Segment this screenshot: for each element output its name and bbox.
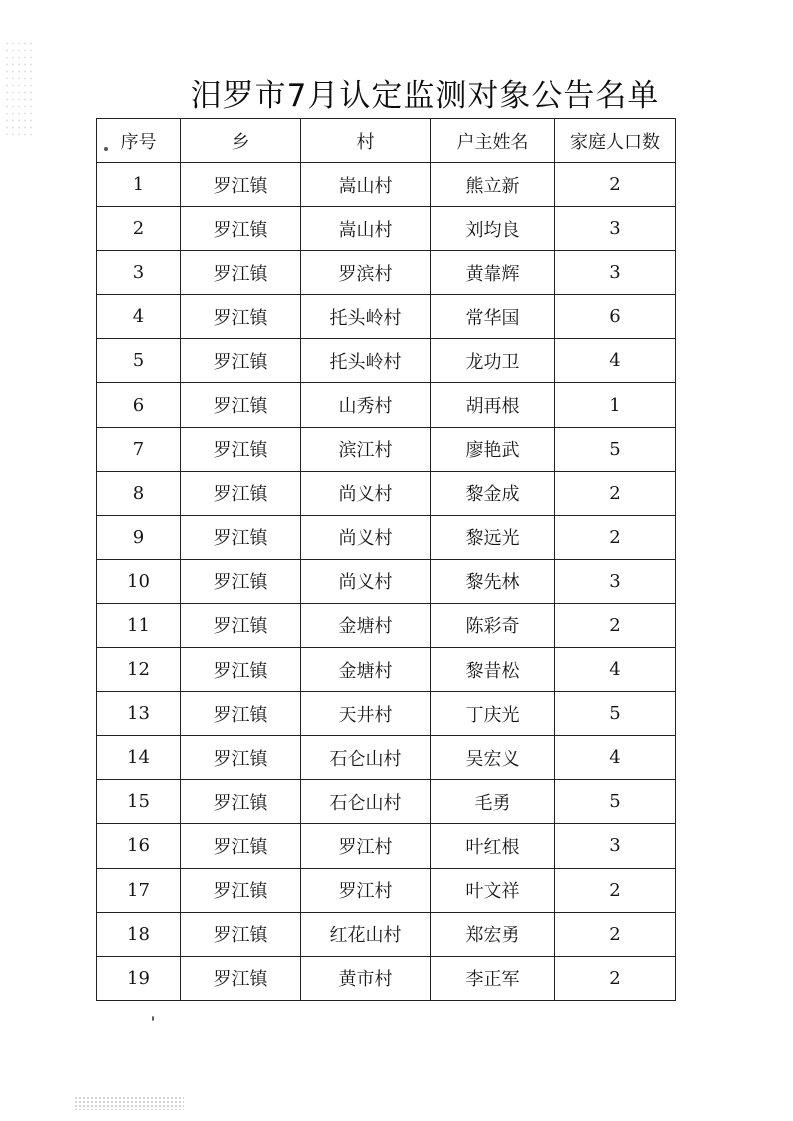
cell-householder-name: 黎先林 — [431, 559, 555, 603]
cell-household-size: 2 — [555, 868, 676, 912]
cell-serial-number: 14 — [97, 736, 181, 780]
table-row — [97, 736, 676, 780]
cell-township: 罗江镇 — [181, 648, 301, 692]
cell-householder-name: 叶文祥 — [431, 868, 555, 912]
cell-household-size: 1 — [555, 383, 676, 427]
cell-householder-name: 毛勇 — [431, 780, 555, 824]
cell-township: 罗江镇 — [181, 339, 301, 383]
cell-serial-number: 16 — [97, 824, 181, 868]
cell-serial-number: 15 — [97, 780, 181, 824]
cell-serial-number: 2 — [97, 207, 181, 251]
cell-householder-name: 廖艳武 — [431, 427, 555, 471]
cell-serial-number: 5 — [97, 339, 181, 383]
header-village: 村 — [301, 119, 431, 163]
cell-village: 红花山村 — [301, 912, 431, 956]
cell-township: 罗江镇 — [181, 251, 301, 295]
cell-householder-name: 吴宏义 — [431, 736, 555, 780]
cell-township: 罗江镇 — [181, 515, 301, 559]
cell-household-size: 3 — [555, 207, 676, 251]
table-row — [97, 471, 676, 515]
cell-household-size: 2 — [555, 603, 676, 647]
cell-village: 嵩山村 — [301, 163, 431, 207]
table-row — [97, 339, 676, 383]
table-row — [97, 427, 676, 471]
cell-township: 罗江镇 — [181, 603, 301, 647]
cell-serial-number: 1 — [97, 163, 181, 207]
cell-township: 罗江镇 — [181, 868, 301, 912]
cell-household-size: 2 — [555, 515, 676, 559]
cell-village: 托头岭村 — [301, 339, 431, 383]
cell-household-size: 5 — [555, 692, 676, 736]
cell-township: 罗江镇 — [181, 956, 301, 1000]
cell-serial-number: 3 — [97, 251, 181, 295]
cell-village: 嵩山村 — [301, 207, 431, 251]
cell-householder-name: 黎昔松 — [431, 648, 555, 692]
table-row — [97, 207, 676, 251]
cell-township: 罗江镇 — [181, 559, 301, 603]
cell-township: 罗江镇 — [181, 163, 301, 207]
cell-village: 罗江村 — [301, 824, 431, 868]
table-row — [97, 824, 676, 868]
cell-household-size: 6 — [555, 295, 676, 339]
cell-householder-name: 胡再根 — [431, 383, 555, 427]
cell-village: 罗江村 — [301, 868, 431, 912]
cell-serial-number: 18 — [97, 912, 181, 956]
cell-householder-name: 常华国 — [431, 295, 555, 339]
cell-household-size: 5 — [555, 427, 676, 471]
table-row — [97, 648, 676, 692]
cell-village: 罗滨村 — [301, 251, 431, 295]
header-householder-name: 户主姓名 — [431, 119, 555, 163]
cell-village: 尚义村 — [301, 515, 431, 559]
cell-village: 天井村 — [301, 692, 431, 736]
cell-village: 尚义村 — [301, 471, 431, 515]
table-row — [97, 868, 676, 912]
table-row — [97, 295, 676, 339]
cell-household-size: 2 — [555, 956, 676, 1000]
table-row — [97, 515, 676, 559]
cell-household-size: 3 — [555, 251, 676, 295]
table-row — [97, 383, 676, 427]
cell-serial-number: 8 — [97, 471, 181, 515]
cell-township: 罗江镇 — [181, 692, 301, 736]
cell-household-size: 5 — [555, 780, 676, 824]
cell-village: 尚义村 — [301, 559, 431, 603]
table-row — [97, 559, 676, 603]
table-header-row — [97, 119, 676, 163]
table-row — [97, 163, 676, 207]
table-row — [97, 603, 676, 647]
cell-householder-name: 丁庆光 — [431, 692, 555, 736]
cell-serial-number: 6 — [97, 383, 181, 427]
cell-household-size: 2 — [555, 912, 676, 956]
cell-township: 罗江镇 — [181, 207, 301, 251]
cell-serial-number: 17 — [97, 868, 181, 912]
table-body — [97, 163, 676, 1001]
cell-serial-number: 12 — [97, 648, 181, 692]
header-serial-number: 序号 — [97, 119, 181, 163]
cell-township: 罗江镇 — [181, 295, 301, 339]
cell-township: 罗江镇 — [181, 824, 301, 868]
scan-noise — [4, 40, 32, 140]
cell-township: 罗江镇 — [181, 471, 301, 515]
scan-speck — [104, 147, 108, 151]
table-row — [97, 780, 676, 824]
cell-household-size: 2 — [555, 163, 676, 207]
scan-speck — [152, 1016, 154, 1021]
cell-householder-name: 黄靠辉 — [431, 251, 555, 295]
header-household-size: 家庭人口数 — [555, 119, 676, 163]
cell-householder-name: 黎金成 — [431, 471, 555, 515]
cell-serial-number: 7 — [97, 427, 181, 471]
cell-serial-number: 11 — [97, 603, 181, 647]
page-title: 汨罗市7月认定监测对象公告名单 — [190, 78, 660, 114]
cell-serial-number: 4 — [97, 295, 181, 339]
cell-householder-name: 郑宏勇 — [431, 912, 555, 956]
cell-serial-number: 19 — [97, 956, 181, 1000]
header-township: 乡 — [181, 119, 301, 163]
cell-serial-number: 10 — [97, 559, 181, 603]
cell-village: 滨江村 — [301, 427, 431, 471]
cell-householder-name: 刘均良 — [431, 207, 555, 251]
cell-household-size: 2 — [555, 471, 676, 515]
cell-serial-number: 9 — [97, 515, 181, 559]
monitoring-list-table — [96, 118, 676, 1001]
cell-householder-name: 叶红根 — [431, 824, 555, 868]
table-row — [97, 692, 676, 736]
cell-village: 金塘村 — [301, 603, 431, 647]
cell-household-size: 3 — [555, 824, 676, 868]
cell-householder-name: 陈彩奇 — [431, 603, 555, 647]
cell-village: 石仑山村 — [301, 780, 431, 824]
cell-householder-name: 龙功卫 — [431, 339, 555, 383]
cell-village: 黄市村 — [301, 956, 431, 1000]
cell-household-size: 4 — [555, 648, 676, 692]
cell-household-size: 3 — [555, 559, 676, 603]
cell-village: 山秀村 — [301, 383, 431, 427]
cell-township: 罗江镇 — [181, 383, 301, 427]
cell-township: 罗江镇 — [181, 736, 301, 780]
cell-householder-name: 黎远光 — [431, 515, 555, 559]
table-row — [97, 251, 676, 295]
cell-township: 罗江镇 — [181, 912, 301, 956]
cell-household-size: 4 — [555, 339, 676, 383]
table-row — [97, 912, 676, 956]
cell-village: 石仑山村 — [301, 736, 431, 780]
cell-serial-number: 13 — [97, 692, 181, 736]
cell-householder-name: 李正军 — [431, 956, 555, 1000]
cell-village: 托头岭村 — [301, 295, 431, 339]
scan-noise — [74, 1096, 184, 1110]
cell-householder-name: 熊立新 — [431, 163, 555, 207]
cell-township: 罗江镇 — [181, 427, 301, 471]
cell-household-size: 4 — [555, 736, 676, 780]
cell-village: 金塘村 — [301, 648, 431, 692]
table-row — [97, 956, 676, 1000]
cell-township: 罗江镇 — [181, 780, 301, 824]
